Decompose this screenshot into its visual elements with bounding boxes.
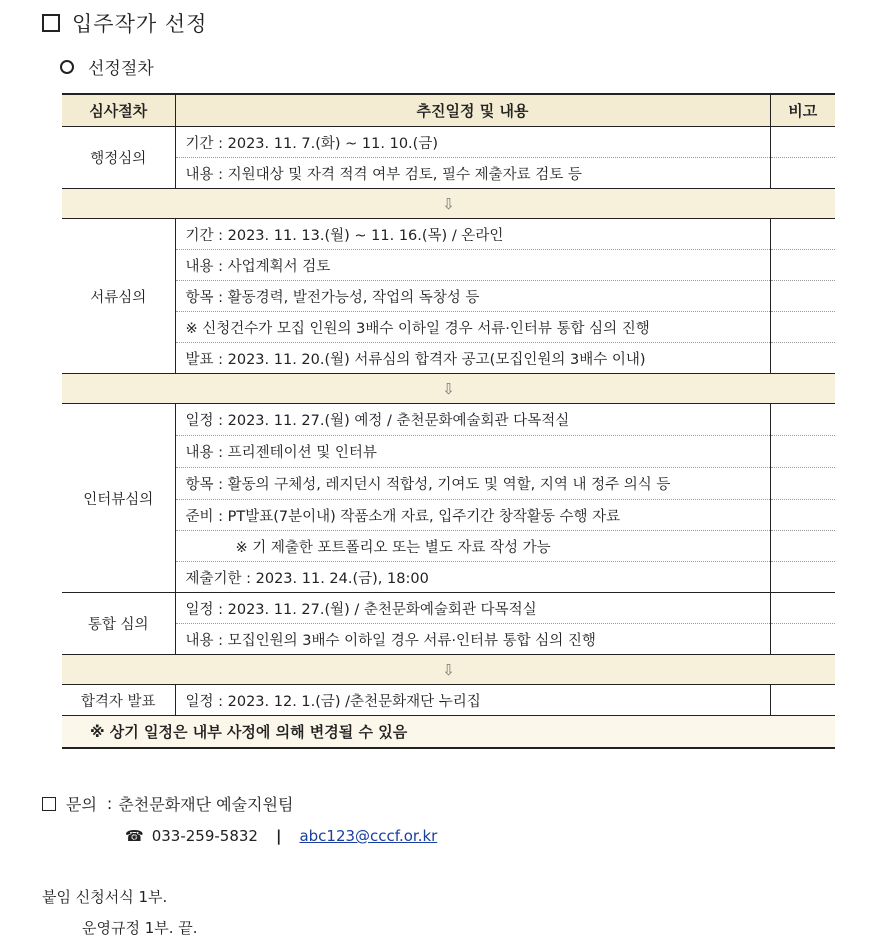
note-cell — [770, 468, 835, 500]
item-text: 일정 : 2023. 11. 27.(월) 예정 / 춘천문화예술회관 다목적실 — [175, 404, 770, 436]
item-text: 일정 : 2023. 12. 1.(금) /춘천문화재단 누리집 — [175, 685, 770, 716]
table-header-row — [62, 94, 835, 127]
note-cell — [770, 593, 835, 624]
subsection-title: 선정절차 — [88, 59, 154, 79]
attachment-line-2: 운영규정 1부. 끝. — [82, 919, 198, 937]
schedule-change-footnote: ※ 상기 일정은 내부 사정에 의해 변경될 수 있음 — [62, 716, 835, 749]
contact-label: 문의 — [66, 795, 97, 814]
note-cell — [770, 343, 835, 374]
selection-procedure-table — [62, 93, 835, 749]
item-text: 기간 : 2023. 11. 7.(화) ~ 11. 10.(금) — [175, 127, 770, 158]
down-arrow-icon: ⇩ — [62, 655, 835, 685]
stage-interview: 인터뷰심의 — [62, 404, 175, 593]
item-text: 내용 : 모집인원의 3배수 이하일 경우 서류·인터뷰 통합 심의 진행 — [175, 624, 770, 655]
table-row — [62, 281, 835, 312]
contact-org: 춘천문화재단 예술지원팀 — [118, 795, 294, 814]
item-text: 항목 : 활동의 구체성, 레지던시 적합성, 기여도 및 역할, 지역 내 정주 의식 등 — [175, 468, 770, 500]
note-cell — [770, 312, 835, 343]
header-stage: 심사절차 — [62, 94, 175, 127]
note-cell — [770, 562, 835, 593]
email-link[interactable]: abc123@cccf.or.kr — [299, 827, 438, 845]
phone-icon: ☎ — [125, 827, 144, 845]
contact-line: 문의 : 춘천문화재단 예술지원팀 — [42, 792, 293, 815]
attachment-line-1: 붙임 신청서식 1부. — [42, 888, 168, 906]
footnote-row — [62, 716, 835, 749]
table-row — [62, 158, 835, 189]
note-cell — [770, 219, 835, 250]
stage-announcement: 합격자 발표 — [62, 685, 175, 716]
item-text: 내용 : 사업계획서 검토 — [175, 250, 770, 281]
contact-separator: | — [275, 827, 282, 845]
phone-number: 033-259-5832 — [151, 827, 258, 845]
table-row — [62, 685, 835, 716]
table-row — [62, 343, 835, 374]
arrow-row — [62, 374, 835, 404]
item-text: ※ 기 제출한 포트폴리오 또는 별도 자료 작성 가능 — [175, 531, 770, 562]
note-cell — [770, 500, 835, 531]
note-cell — [770, 127, 835, 158]
item-text: ※ 신청건수가 모집 인원의 3배수 이하일 경우 서류·인터뷰 통합 심의 진행 — [175, 312, 770, 343]
note-cell — [770, 685, 835, 716]
item-text: 항목 : 활동경력, 발전가능성, 작업의 독창성 등 — [175, 281, 770, 312]
square-bullet-icon — [42, 797, 56, 811]
stage-document: 서류심의 — [62, 219, 175, 374]
arrow-row — [62, 189, 835, 219]
header-schedule: 추진일정 및 내용 — [175, 94, 770, 127]
table-row — [62, 404, 835, 436]
table-row — [62, 312, 835, 343]
circle-bullet-icon — [60, 60, 74, 74]
note-cell — [770, 531, 835, 562]
down-arrow-icon: ⇩ — [62, 374, 835, 404]
header-note: 비고 — [770, 94, 835, 127]
table-row — [62, 436, 835, 468]
item-text: 내용 : 프리젠테이션 및 인터뷰 — [175, 436, 770, 468]
table-row — [62, 531, 835, 562]
note-cell — [770, 281, 835, 312]
item-text: 내용 : 지원대상 및 자격 적격 여부 검토, 필수 제출자료 검토 등 — [175, 158, 770, 189]
item-text: 제출기한 : 2023. 11. 24.(금), 18:00 — [175, 562, 770, 593]
section-heading — [42, 8, 207, 38]
item-text: 기간 : 2023. 11. 13.(월) ~ 11. 16.(목) / 온라인 — [175, 219, 770, 250]
note-cell — [770, 250, 835, 281]
note-cell — [770, 624, 835, 655]
stage-admin: 행정심의 — [62, 127, 175, 189]
note-cell — [770, 404, 835, 436]
note-cell — [770, 436, 835, 468]
square-bullet-icon — [42, 14, 60, 32]
table-row — [62, 127, 835, 158]
item-text: 준비 : PT발표(7분이내) 작품소개 자료, 입주기간 창작활동 수행 자료 — [175, 500, 770, 531]
table-row — [62, 468, 835, 500]
subsection-heading — [60, 54, 154, 79]
table-row — [62, 500, 835, 531]
table-row — [62, 593, 835, 624]
table-row — [62, 250, 835, 281]
stage-combined: 통합 심의 — [62, 593, 175, 655]
item-text: 일정 : 2023. 11. 27.(월) / 춘천문화예술회관 다목적실 — [175, 593, 770, 624]
contact-details — [125, 827, 437, 845]
table-row — [62, 624, 835, 655]
table-row — [62, 219, 835, 250]
down-arrow-icon: ⇩ — [62, 189, 835, 219]
item-text: 발표 : 2023. 11. 20.(월) 서류심의 합격자 공고(모집인원의 3배수 이내) — [175, 343, 770, 374]
table-row — [62, 562, 835, 593]
arrow-row — [62, 655, 835, 685]
note-cell — [770, 158, 835, 189]
section-title: 입주작가 선정 — [72, 12, 208, 36]
